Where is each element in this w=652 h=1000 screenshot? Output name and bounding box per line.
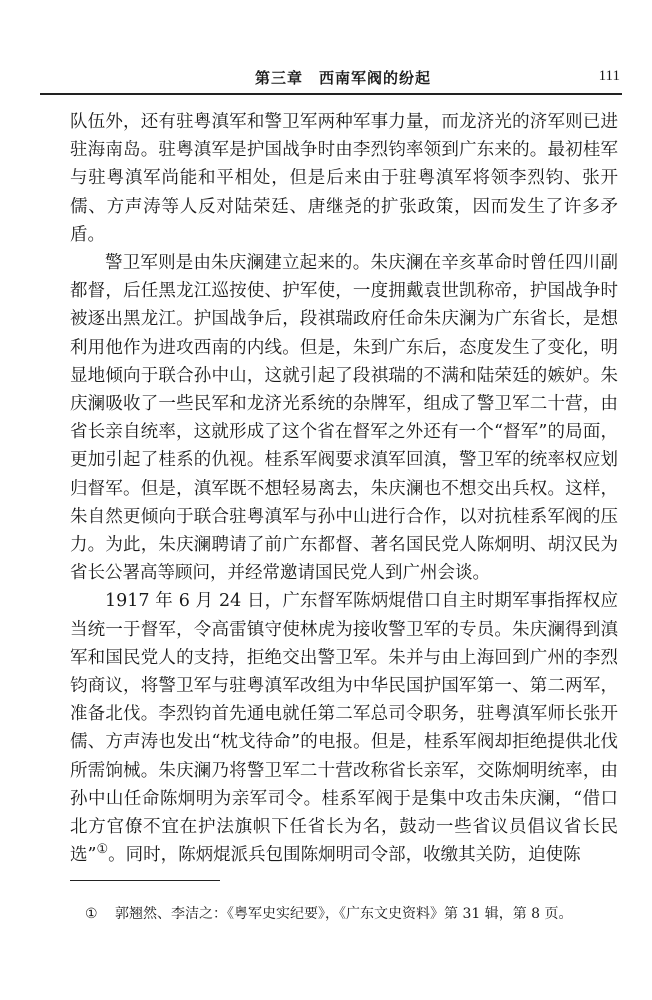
footnote-rule (70, 880, 220, 881)
page-number: 111 (598, 68, 620, 84)
running-header (40, 64, 630, 92)
paragraph-1: 队伍外，还有驻粤滇军和警卫军两种军事力量，而龙济光的济军则已进驻海南岛。驻粤滇军是护国战争时由李烈钧率领到广东来的。最初桂军与驻粤滇军尚能和平相处，但是后来由于驻粤滇军将领李烈钧、张开儒、方声涛等人反对陆荣廷、唐继尧的扩张政策，因而发生了许多矛盾。 (70, 112, 618, 245)
header-rule (40, 93, 622, 95)
paragraph-2: 警卫军则是由朱庆澜建立起来的。朱庆澜在辛亥革命时曾任四川副都督，后任黑龙江巡按使、护军使，一度拥戴袁世凯称帝，护国战争时被逐出黑龙江。护国战争后，段祺瑞政府任命朱庆澜为广东省长，是想利用他作为进攻西南的内线。但是，朱到广东后，态度发生了变化，明显地倾向于联合孙中山，这就引起了段祺瑞的不满和陆荣廷的嫉妒。朱庆澜吸收了一些民军和龙济光系统的杂牌军，组成了警卫军二十营，由省长亲自统率，这就形成了这个省在督军之外还有一个“督军”的局面，更加引起了桂系的仇视。桂系军阀要求滇军回滇，警卫军的统率权应划归督军。但是，滇军既不想轻易离去，朱庆澜也不想交出兵权。这样，朱自然更倾向于联合驻粤滇军与孙中山进行合作，以对抗桂系军阀的压力。为此，朱庆澜聘请了前广东都督、著名国民党人陈炯明、胡汉民为省长公署高等顾问，并经常邀请国民党人到广州会谈。 (70, 253, 618, 584)
footnote (85, 904, 625, 924)
chapter-title: 第三章 西南军阀的纷起 (255, 69, 432, 87)
footnote-number: ① (85, 906, 98, 922)
paragraph-3-text-tail: 。同时，陈炳焜派兵包围陈炯明司令部，收缴其关防，迫使陈 (108, 845, 581, 866)
paragraph-3 (70, 587, 618, 869)
body-text (70, 108, 618, 869)
footnote-text: 郭翘然、李洁之：《粤军史实纪要》，《广东文史资料》第 31 辑，第 8 页。 (115, 906, 573, 922)
footnote-reference: ① (96, 842, 109, 858)
paragraph-3-text: 1917 年 6 月 24 日，广东督军陈炳焜借口自主时期军事指挥权应当统一于督军，令高雷镇守使林虎为接收警卫军的专员。朱庆澜得到滇军和国民党人的支持，拒绝交出警卫军。朱并与由上海回到广州的李烈钧商议，将警卫军与驻粤滇军改组为中华民国护国军第一、第二两军，准备北伐。李烈钧首先通电就任第二军总司令职务，驻粤滇军师长张开儒、方声涛也发出“枕戈待命”的电报。但是，桂系军阀却拒绝提供北伐所需饷械。朱庆澜乃将警卫军二十营改称省长亲军，交陈炯明统率，由孙中山任命陈炯明为亲军司令。桂系军阀于是集中攻击朱庆澜，“借口北方官僚不宜在护法旗帜下任省长为名，鼓动一些省议员倡议省长民选” (70, 591, 618, 866)
